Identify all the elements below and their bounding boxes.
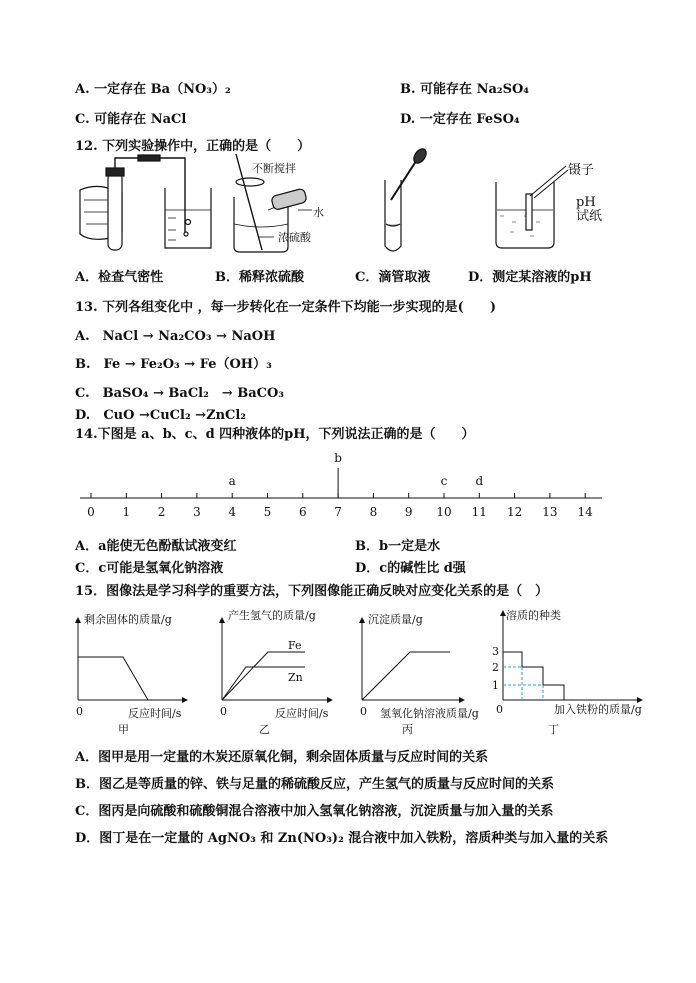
q12-apparatus-figure: [0, 152, 696, 272]
ph-point-label-b: b: [334, 451, 342, 465]
label-ph: pH: [576, 195, 596, 210]
q13-option-a: A. NaCl → Na₂CO₃ → NaOH: [75, 329, 276, 344]
q12-stem: 12. 下列实验操作中，正确的是（ ）: [75, 139, 311, 154]
q12-option-a: A．检查气密性: [75, 270, 164, 285]
graph-yi: [222, 620, 330, 700]
q14-stem: 14.下图是 a、b、c、d 四种液体的pH，下列说法正确的是（ ）: [75, 427, 475, 442]
graph-ding: [503, 613, 640, 700]
ph-tick-label: 5: [263, 505, 272, 519]
q14-option-d: D．c的碱性比 d强: [355, 561, 466, 576]
ph-tick-label: 14: [577, 505, 593, 519]
graph-bing-caption: 丙: [402, 723, 413, 736]
q13-option-c: C. BaSO₄ → BaCl₂ → BaCO₃: [75, 386, 284, 401]
ph-scale: [0, 448, 696, 528]
ph-tick-label: 8: [369, 505, 378, 519]
ph-tick-label: 10: [436, 505, 452, 519]
ph-tick-label: 1: [122, 505, 131, 519]
q13-option-d: D. CuO →CuCl₂ →ZnCl₂: [75, 408, 246, 423]
graph-bing-ylabel: 沉淀质量/g: [368, 613, 423, 626]
label-stir: 不断搅拌: [252, 162, 296, 175]
label-paper: 试纸: [576, 209, 603, 224]
graph-yi-zn-label: Zn: [288, 671, 303, 684]
graph-yi-xlabel: 反应时间/s: [275, 707, 329, 720]
q15-option-b: B．图乙是等质量的锌、铁与足量的稀硫酸反应，产生氢气的质量与反应时间的关系: [75, 777, 554, 792]
ph-tick-label: 4: [228, 505, 237, 519]
ph-tick-label: 3: [193, 505, 201, 519]
q14-option-c: C．c可能是氢氧化钠溶液: [75, 561, 224, 576]
graph-yi-fe-label: Fe: [288, 639, 302, 652]
ph-tick-label: 11: [471, 505, 487, 519]
graph-yi-caption: 乙: [259, 723, 270, 736]
q15-option-c: C．图丙是向硫酸和硫酸铜混合溶液中加入氢氧化钠溶液，沉淀质量与加入量的关系: [75, 804, 554, 819]
graph-jia-xlabel: 反应时间/s: [128, 707, 182, 720]
q14-option-b: B．b一定是水: [355, 539, 441, 554]
q11-option-a: A. 一定存在 Ba（NO₃）₂: [75, 82, 231, 97]
graph-bing: [362, 620, 462, 700]
ph-point-label-c: c: [440, 474, 448, 488]
q12-option-c: C．滴管取液: [355, 270, 431, 285]
ph-tick-label: 9: [404, 505, 413, 519]
label-water: 水: [313, 206, 324, 219]
ph-tick-label: 2: [157, 505, 166, 519]
graph-ding-tick-1: 1: [492, 679, 499, 692]
graph-jia-origin: 0: [76, 705, 83, 718]
q13-stem: 13. 下列各组变化中 ，每一步转化在一定条件下均能一步实现的是( ): [75, 300, 496, 315]
graph-yi-ylabel: 产生氢气的质量/g: [228, 609, 316, 622]
graph-ding-caption: 丁: [548, 723, 559, 736]
graph-ding-xlabel: 加入铁粉的质量/g: [554, 703, 642, 716]
graph-bing-xlabel: 氢氧化钠溶液质量/g: [380, 707, 479, 720]
ph-test-setup-image: [496, 166, 568, 248]
q12-option-d: D．测定某溶液的pH: [468, 270, 592, 285]
graph-jia: [78, 620, 185, 700]
ph-tick-label: 6: [298, 505, 307, 519]
graph-ding-origin: 0: [496, 703, 503, 716]
q11-option-d: D. 一定存在 FeSO₄: [400, 112, 520, 127]
q15-option-d: D．图丁是在一定量的 AgNO₃ 和 Zn(NO₃)₂ 混合液中加入铁粉，溶质种类与加入量的关系: [75, 831, 609, 846]
ph-tick-label: 12: [506, 505, 523, 519]
q13-option-b: B. Fe → Fe₂O₃ → Fe（OH）₃: [75, 357, 272, 372]
label-tweezers: 镊子: [568, 163, 595, 178]
graph-jia-ylabel: 剩余固体的质量/g: [84, 613, 172, 626]
q11-option-b: B. 可能存在 Na₂SO₄: [400, 82, 529, 97]
graph-yi-origin: 0: [220, 705, 227, 718]
ph-point-label-d: d: [475, 474, 484, 488]
q11-option-c: C. 可能存在 NaCl: [75, 112, 187, 127]
dropper-setup-image: [385, 147, 429, 251]
ph-point-label-a: a: [228, 474, 236, 488]
graph-jia-caption: 甲: [118, 723, 129, 736]
q15-option-a: A．图甲是用一定量的木炭还原氧化铜，剩余固体质量与反应时间的关系: [75, 750, 489, 765]
graph-ding-ylabel: 溶质的种类: [506, 609, 561, 622]
q12-option-b: B．稀释浓硫酸: [215, 270, 304, 285]
ph-tick-label: 7: [334, 505, 342, 519]
q14-option-a: A．a能使无色酚酞试液变红: [75, 539, 237, 554]
airtightness-setup-image: [80, 155, 211, 250]
graph-ding-tick-2: 2: [492, 661, 499, 674]
graph-ding-tick-3: 3: [492, 645, 499, 658]
ph-tick-label: 0: [87, 505, 95, 519]
label-acid: 浓硫酸: [278, 231, 311, 244]
graph-bing-origin: 0: [360, 705, 367, 718]
q15-graphs: [0, 605, 696, 735]
q15-stem: 15．图像法是学习科学的重要方法，下列图像能正确反映对应变化关系的是（ ）: [75, 584, 549, 599]
ph-tick-label: 13: [542, 505, 558, 519]
